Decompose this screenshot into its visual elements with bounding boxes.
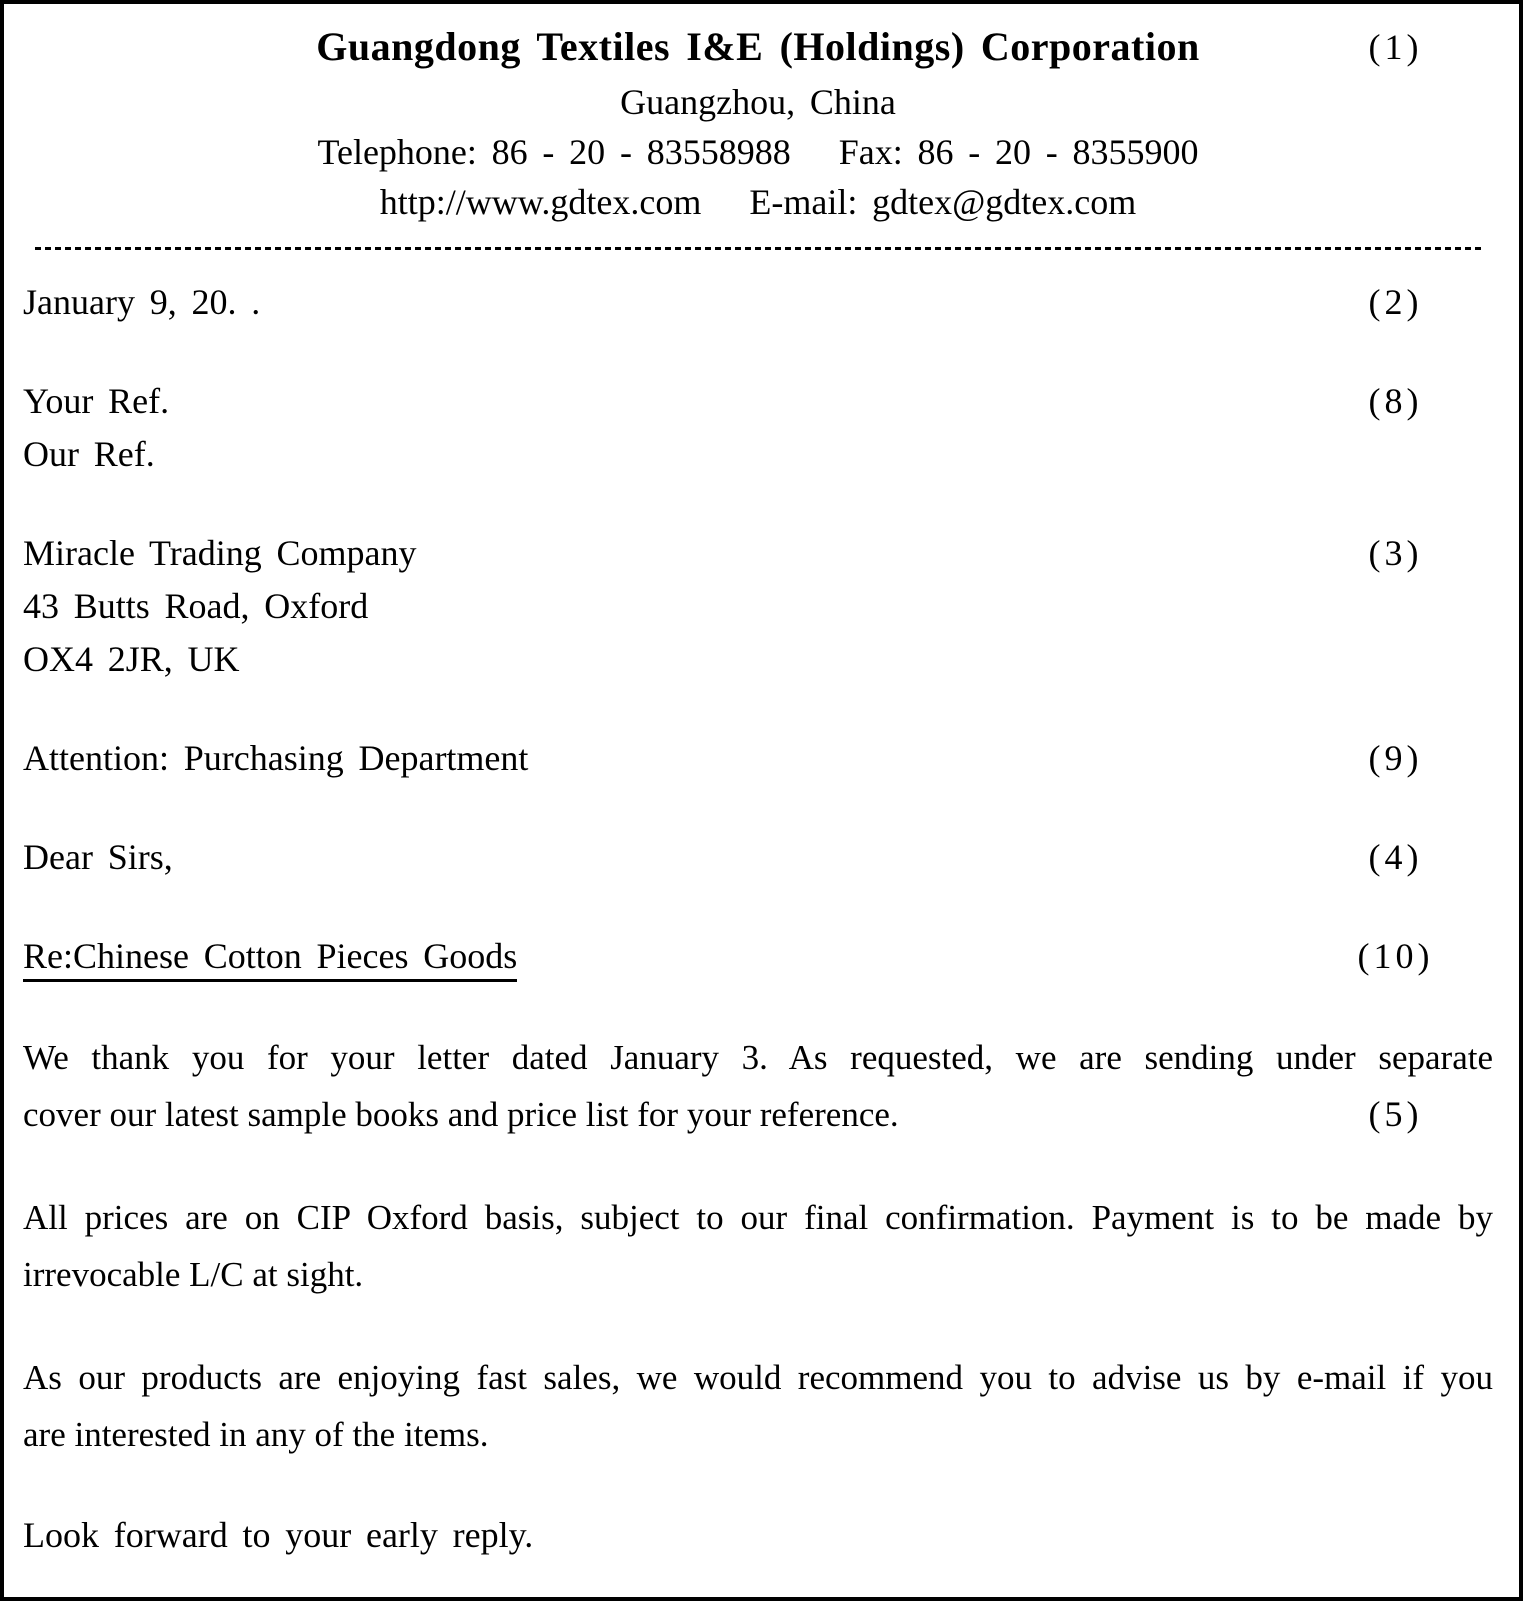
company-email: E-mail: gdtex@gdtex.com bbox=[749, 182, 1137, 222]
subject-line bbox=[23, 930, 1493, 983]
recipient-address-line2: OX4 2JR, UK bbox=[23, 639, 240, 679]
annotation-marker-8: (8) bbox=[1368, 381, 1423, 421]
body-paragraph-3-line-1: As our products are enjoying fast sales, we would recommend you to advise us by e-mail if you bbox=[23, 1358, 1493, 1397]
subject-block bbox=[23, 930, 1493, 983]
attention-block bbox=[23, 732, 1493, 785]
annotation-marker-1: (1) bbox=[1368, 27, 1423, 67]
body-paragraph-1-line-2: cover our latest sample books and price list for your reference. bbox=[23, 1095, 899, 1134]
salutation-block bbox=[23, 831, 1493, 884]
annotation-marker-5: (5) bbox=[1368, 1094, 1423, 1134]
body-paragraph-2-line-1: All prices are on CIP Oxford basis, subject to our final confirmation. Payment is to be made by bbox=[23, 1198, 1493, 1237]
company-website: http://www.gdtex.com bbox=[379, 182, 702, 222]
your-ref-label: Your Ref. bbox=[23, 381, 170, 421]
annotation-marker-4: (4) bbox=[1368, 837, 1423, 877]
letterhead bbox=[23, 18, 1493, 227]
company-city: Guangzhou, China bbox=[620, 82, 896, 122]
closing-text: Look forward to your early reply. bbox=[23, 1515, 534, 1555]
date-text: January 9, 20. . bbox=[23, 282, 261, 322]
attention-text: Attention: Purchasing Department bbox=[23, 738, 529, 778]
annotation-marker-2: (2) bbox=[1368, 282, 1423, 322]
references-block bbox=[23, 375, 1493, 481]
letterhead-title-row bbox=[23, 18, 1493, 77]
recipient-address-block bbox=[23, 527, 1493, 686]
body-paragraph-1-line-1: We thank you for your letter dated January 3. As requested, we are sending under separate bbox=[23, 1038, 1493, 1077]
phone-fax-line bbox=[23, 127, 1493, 177]
annotation-marker-10: (10) bbox=[1357, 936, 1434, 976]
company-name: Guangdong Textiles I&E (Holdings) Corporation bbox=[316, 24, 1200, 69]
body-paragraph-1 bbox=[23, 1029, 1493, 1143]
date-block bbox=[23, 276, 1493, 329]
letter-body bbox=[23, 250, 1493, 1562]
annotation-marker-9: (9) bbox=[1368, 738, 1423, 778]
web-email-line bbox=[23, 177, 1493, 227]
company-fax: Fax: 86 - 20 - 8355900 bbox=[838, 132, 1199, 172]
recipient-company: Miracle Trading Company bbox=[23, 533, 417, 573]
subject-text: Re:Chinese Cotton Pieces Goods bbox=[23, 936, 517, 982]
body-paragraph-2 bbox=[23, 1189, 1493, 1303]
closing-block bbox=[23, 1509, 1493, 1562]
company-telephone: Telephone: 86 - 20 - 83558988 bbox=[317, 132, 791, 172]
body-paragraph-2-line-2: irrevocable L/C at sight. bbox=[23, 1255, 364, 1294]
annotation-marker-3: (3) bbox=[1368, 533, 1423, 573]
body-paragraph-3-line-2: are interested in any of the items. bbox=[23, 1415, 489, 1454]
body-paragraph-3 bbox=[23, 1349, 1493, 1463]
salutation-text: Dear Sirs, bbox=[23, 837, 173, 877]
our-ref-label: Our Ref. bbox=[23, 434, 155, 474]
recipient-address-line1: 43 Butts Road, Oxford bbox=[23, 586, 369, 626]
